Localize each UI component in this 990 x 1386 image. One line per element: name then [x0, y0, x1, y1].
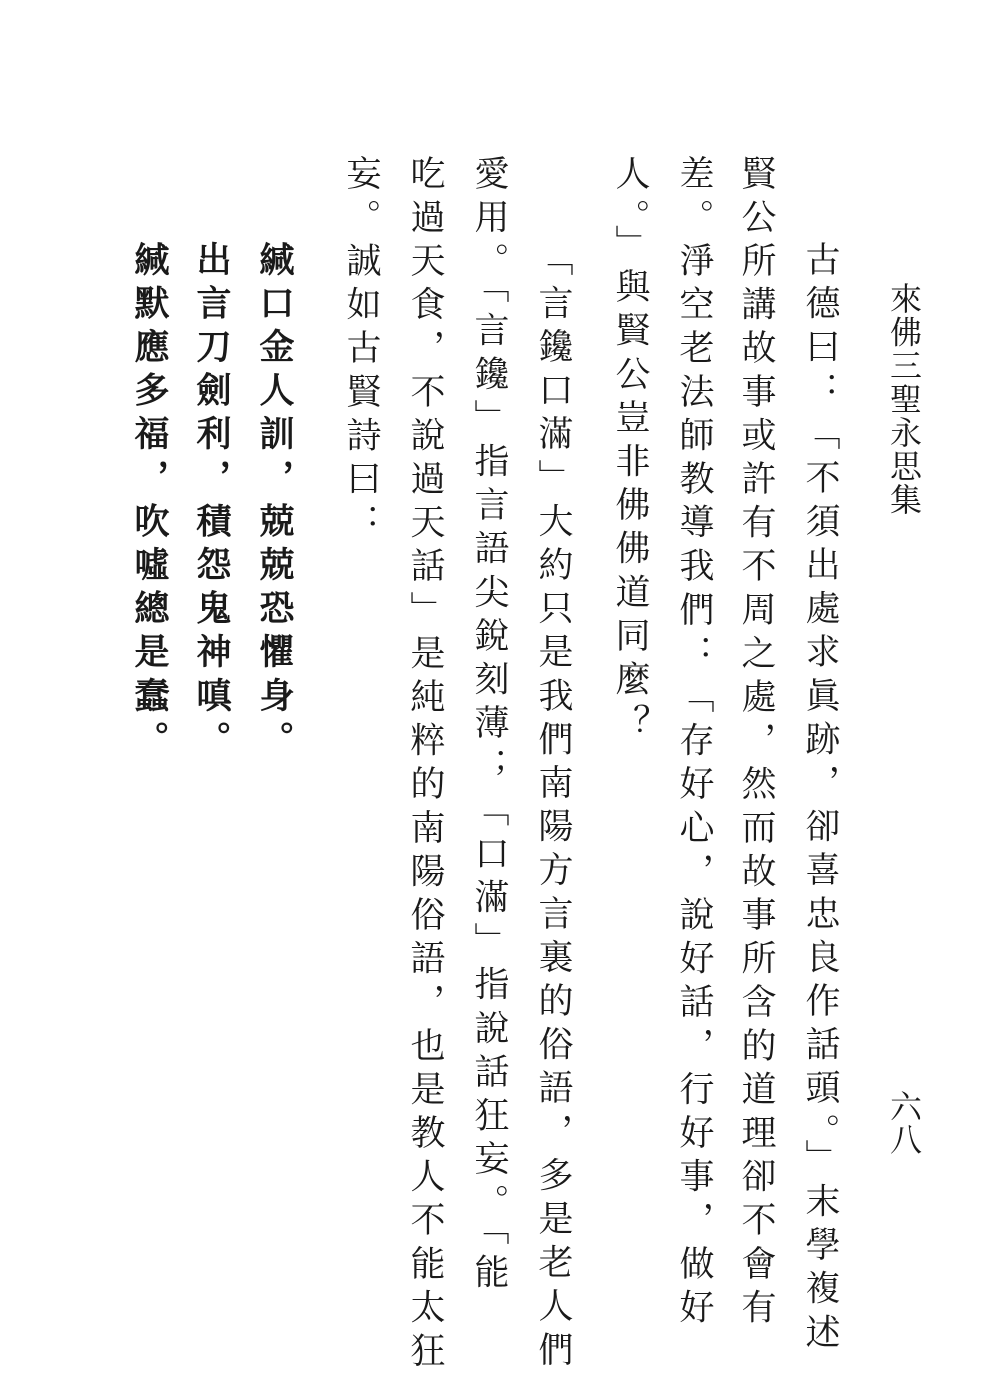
- body-column: 賢公所講故事或許有不周之處，然而故事所含的道理卻不會有: [736, 155, 776, 1333]
- body-column: 差。淨空老法師教導我們：「存好心，說好話，行好事，做好: [674, 155, 714, 1333]
- body-column: 吃過天食，不說過天話」是純粹的南陽俗語，也是教人不能太狂: [405, 155, 445, 1376]
- page-number: 六八: [885, 1090, 923, 1156]
- body-column: 古德曰：「不須出處求眞跡，卻喜忠良作話頭。」末學複述: [800, 241, 840, 1358]
- poem-line: 出言刀劍利，積怨鬼神嗔。: [191, 241, 232, 765]
- poem-line: 緘默應多福，吹噓總是蠢。: [129, 241, 170, 765]
- poem-line: 緘口金人訓，兢兢恐懼身。: [254, 241, 295, 765]
- running-header-title: 來佛三聖永思集: [885, 282, 923, 517]
- body-column: 人。」與賢公豈非佛佛道同麼？: [610, 155, 650, 748]
- body-column: 愛用。「言鑱」指言語尖銳刻薄；「口滿」指說話狂妄。「能: [469, 155, 509, 1298]
- body-column: 妄。誠如古賢詩曰：: [341, 155, 381, 548]
- body-column: 「言鑱口滿」大約只是我們南陽方言裏的俗語，多是老人們: [533, 241, 573, 1375]
